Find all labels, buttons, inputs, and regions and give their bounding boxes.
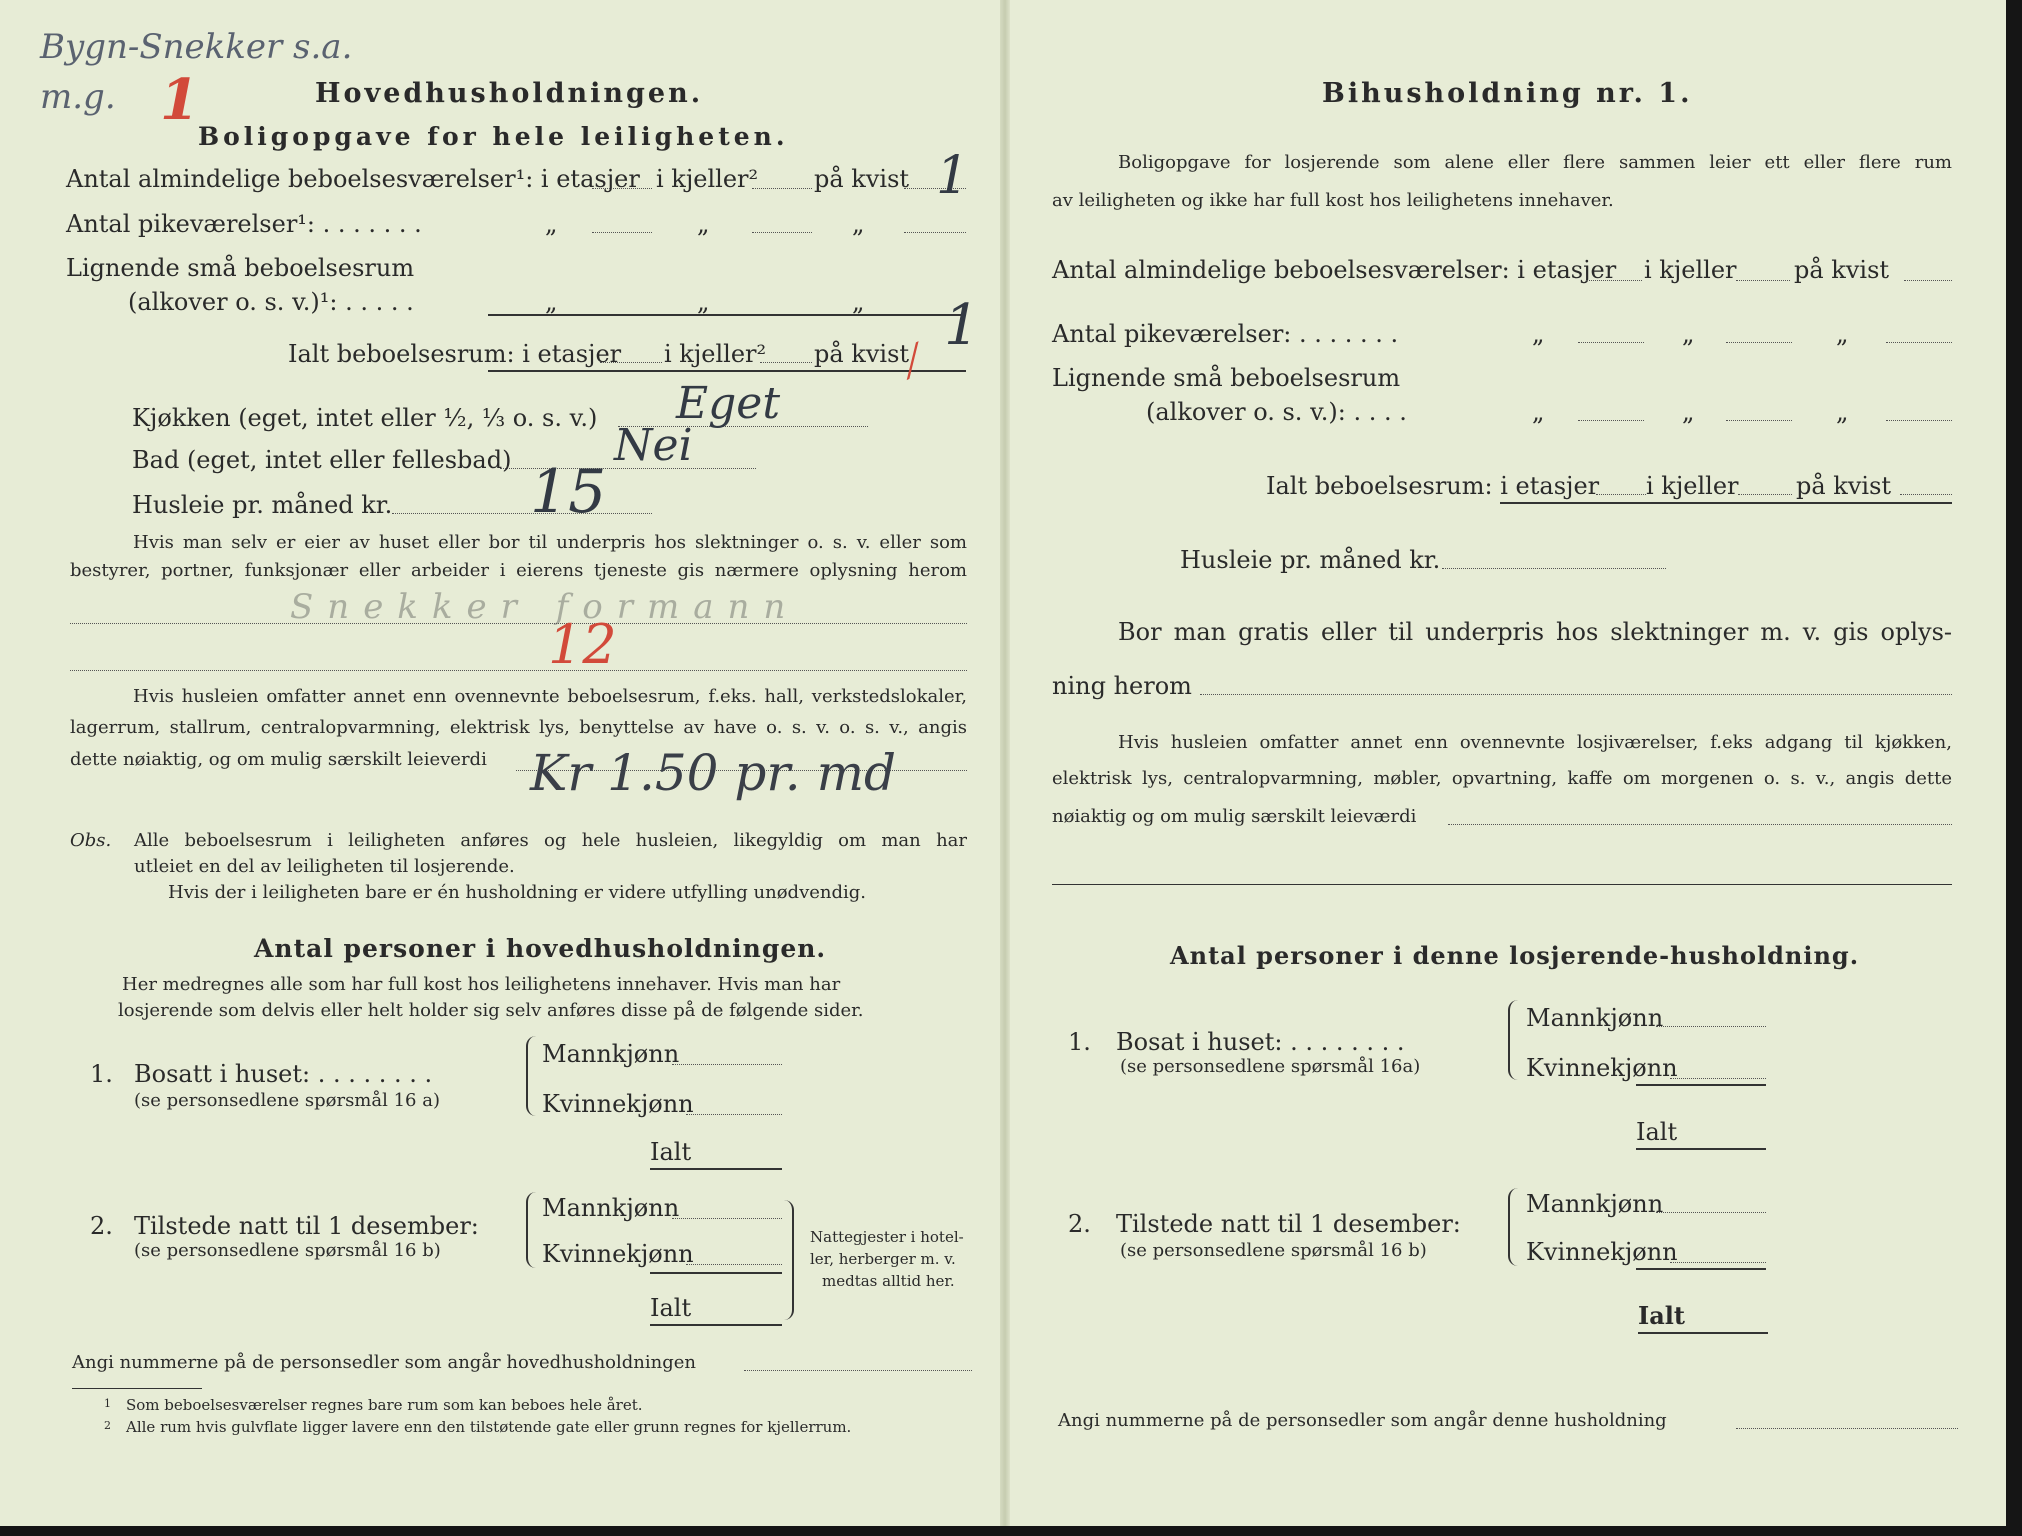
scan-edge-right bbox=[2006, 0, 2022, 1536]
right-q2-ref: (se personsedlene spørsmål 16 b) bbox=[1120, 1240, 1427, 1261]
left-person-numbers-line bbox=[744, 1370, 972, 1371]
right-rent-line bbox=[1442, 568, 1666, 569]
right-maids-quote-2: „ bbox=[1682, 320, 1695, 348]
left-footnote1: Som beboelsesværelser regnes bare rum som kan beboes hele året. bbox=[126, 1396, 643, 1414]
left-total-rooms-label: Ialt beboelsesrum: i etasjer bbox=[288, 340, 622, 368]
right-includes-line2: elektrisk lys, centralopvarmning, møbler, opvartning, kaffe om morgenen o. s. v., angis dette bbox=[1052, 768, 1952, 789]
right-person-numbers-line bbox=[1736, 1428, 1958, 1429]
left-maids-line-3 bbox=[904, 232, 966, 233]
hand-leieverdi-value: Kr 1.50 pr. md bbox=[530, 744, 896, 802]
left-q2-total-label: Ialt bbox=[650, 1294, 692, 1322]
right-q2-number: 2. bbox=[1068, 1210, 1091, 1238]
left-q2-brace bbox=[526, 1192, 538, 1268]
right-title: Bihusholdning nr. 1. bbox=[1322, 78, 1693, 109]
right-includes-rule bbox=[1052, 884, 1952, 885]
right-persons-title: Antal personer i denne losjerende-husholdning. bbox=[1170, 941, 1860, 970]
right-rooms-kjeller-line bbox=[1736, 280, 1790, 281]
left-alcoves-label: (alkover o. s. v.)¹: . . . . . bbox=[128, 288, 414, 316]
left-footnote1-mark: 1 bbox=[104, 1397, 111, 1410]
left-q1-male-label: Mannkjønn bbox=[542, 1040, 680, 1068]
right-total-rule bbox=[1500, 502, 1952, 504]
left-maids-rooms-label: Antal pikeværelser¹: . . . . . . . bbox=[66, 210, 422, 238]
left-obs-line3: Hvis der i leiligheten bare er én husholdning er videre utfylling unødvendig. bbox=[168, 882, 867, 903]
left-includes-line2: lagerrum, stallrum, centralopvarmning, elektrisk lys, benyttelse av have o. s. v. o. s. v., angis bbox=[70, 717, 967, 738]
right-maids-rooms-label: Antal pikeværelser: . . . . . . . bbox=[1052, 320, 1399, 348]
right-rent-label: Husleie pr. måned kr. bbox=[1180, 546, 1441, 574]
left-q1-total-label: Ialt bbox=[650, 1138, 692, 1166]
left-owner-line-2 bbox=[70, 670, 967, 671]
hand-owner-red-number: 12 bbox=[548, 613, 617, 676]
left-maids-quote-2: „ bbox=[697, 210, 710, 238]
right-maids-line-3 bbox=[1886, 342, 1952, 343]
left-footnote2: Alle rum hvis gulvflate ligger lavere enn den tilstøtende gate eller grunn regnes for kjellerrum. bbox=[126, 1418, 852, 1436]
right-q2-total-rule bbox=[1638, 1332, 1768, 1334]
hand-corner-red-number: 1 bbox=[160, 67, 199, 133]
right-q1-label: Bosat i huset: . . . . . . . . bbox=[1116, 1028, 1405, 1056]
left-rooms-kjeller-line bbox=[752, 188, 812, 189]
right-q2-male-label: Mannkjønn bbox=[1526, 1190, 1664, 1218]
left-q2-number: 2. bbox=[90, 1212, 113, 1240]
right-maids-line-2 bbox=[1726, 342, 1792, 343]
right-q1-male-label: Mannkjønn bbox=[1526, 1004, 1664, 1032]
right-total-kvist-line bbox=[1900, 494, 1952, 495]
right-includes-line1: Hvis husleien omfatter annet enn ovennevnte losjiværelser, f.eks adgang til kjøkken, bbox=[1118, 732, 1952, 753]
right-small-rooms-label: Lignende små beboelsesrum bbox=[1052, 364, 1401, 392]
left-q2-male-line bbox=[672, 1218, 782, 1219]
left-alcoves-quote-1: „ bbox=[545, 288, 558, 316]
right-free-line2: ning herom bbox=[1052, 672, 1192, 700]
left-total-kjeller-label: i kjeller² bbox=[664, 340, 767, 368]
right-alcoves-quote-3: „ bbox=[1836, 398, 1849, 426]
left-title: Hovedhusholdningen. bbox=[315, 78, 704, 109]
right-q1-total-label: Ialt bbox=[1636, 1118, 1678, 1146]
left-q2-label: Tilstede natt til 1 desember: bbox=[134, 1212, 479, 1240]
right-total-rooms-label: Ialt beboelsesrum: i etasjer bbox=[1266, 472, 1600, 500]
hand-total-kvist-value: 1 bbox=[944, 293, 980, 358]
left-footnote-rule bbox=[72, 1388, 202, 1389]
right-intro-line2: av leiligheten og ikke har full kost hos leilighetens innehaver. bbox=[1052, 190, 1614, 211]
right-intro-line1: Boligopgave for losjerende som alene eller flere sammen leier ett eller flere rum bbox=[1118, 152, 1952, 173]
hand-owner-faint-note: Snekker formann bbox=[290, 587, 800, 627]
left-q2-ref: (se personsedlene spørsmål 16 b) bbox=[134, 1240, 441, 1261]
left-obs-line2: utleiet en del av leiligheten til losjerende. bbox=[134, 856, 515, 877]
right-q2-label: Tilstede natt til 1 desember: bbox=[1116, 1210, 1461, 1238]
left-q2-female-line bbox=[686, 1264, 782, 1265]
left-person-numbers-label: Angi nummerne på de personsedler som angår hovedhusholdningen bbox=[72, 1352, 696, 1373]
left-owner-note-line2: bestyrer, portner, funksjonær eller arbeider i eierens tjeneste gis nærmere oplysning herom bbox=[70, 560, 967, 581]
left-owner-note-line1: Hvis man selv er eier av huset eller bor til underpris hos slektninger o. s. v. eller som bbox=[133, 532, 967, 553]
left-owner-line-1 bbox=[70, 623, 967, 624]
left-total-kvist-label: på kvist bbox=[814, 340, 910, 368]
right-includes-line3: nøiaktig og om mulig særskilt leieværdi bbox=[1052, 806, 1417, 827]
right-q1-sub-rule bbox=[1636, 1084, 1766, 1086]
right-q1-male-line bbox=[1656, 1026, 1766, 1027]
left-obs-label: Obs. bbox=[70, 830, 112, 851]
left-q1-male-line bbox=[672, 1064, 782, 1065]
left-q1-female-line bbox=[686, 1114, 782, 1115]
left-q1-label: Bosatt i huset: . . . . . . . . bbox=[134, 1060, 433, 1088]
right-maids-line-1 bbox=[1578, 342, 1644, 343]
left-rooms-row1-label: Antal almindelige beboelsesværelser¹: i etasjer bbox=[66, 165, 640, 193]
right-total-kjeller-line bbox=[1738, 494, 1792, 495]
left-persons-title: Antal personer i hovedhusholdningen. bbox=[254, 934, 827, 963]
left-kitchen-label: Kjøkken (eget, intet eller ½, ⅓ o. s. v.) bbox=[132, 404, 598, 432]
right-q1-female-line bbox=[1670, 1078, 1766, 1079]
left-subtitle: Boligopgave for hele leiligheten. bbox=[198, 122, 789, 151]
left-guests-note-line1: Nattegjester i hotel- bbox=[810, 1228, 964, 1246]
right-free-line bbox=[1200, 694, 1952, 695]
right-total-kvist-label: på kvist bbox=[1796, 472, 1892, 500]
left-total-rule bbox=[488, 370, 966, 372]
left-total-kjeller-line bbox=[760, 362, 812, 363]
hand-red-check-mark: ⁄ bbox=[900, 339, 927, 385]
right-q2-female-line bbox=[1670, 1262, 1766, 1263]
right-q1-female-label: Kvinnekjønn bbox=[1526, 1054, 1678, 1082]
left-persons-note-line1: Her medregnes alle som har full kost hos leilighetens innehaver. Hvis man har bbox=[122, 974, 841, 995]
right-total-etasjer-line bbox=[1596, 494, 1646, 495]
left-q2-guests-brace bbox=[780, 1200, 794, 1320]
hand-bath-value: Nei bbox=[614, 420, 693, 471]
right-q1-ref: (se personsedlene spørsmål 16a) bbox=[1120, 1056, 1421, 1077]
scan-edge-bottom bbox=[0, 1526, 2022, 1536]
right-rooms-kvist-line bbox=[1904, 280, 1952, 281]
left-rooms-kvist-label: på kvist bbox=[814, 165, 910, 193]
left-footnote2-mark: 2 bbox=[104, 1419, 111, 1432]
left-includes-line1: Hvis husleien omfatter annet enn ovennevnte beboelsesrum, f.eks. hall, verkstedslokaler, bbox=[133, 686, 967, 707]
right-q2-sub-rule bbox=[1636, 1268, 1766, 1270]
right-q2-brace bbox=[1508, 1188, 1520, 1266]
left-q2-total-rule bbox=[650, 1324, 782, 1326]
right-alcoves-label: (alkover o. s. v.): . . . . bbox=[1146, 398, 1407, 426]
right-rooms-row1-label: Antal almindelige beboelsesværelser: i etasjer bbox=[1052, 256, 1617, 284]
right-alcoves-line-2 bbox=[1726, 420, 1792, 421]
left-q2-sub-rule bbox=[650, 1272, 782, 1274]
hand-corner-occupation: Bygn-Snekker s.a. bbox=[40, 27, 353, 67]
left-obs-line1: Alle beboelsesrum i leiligheten anføres og hele husleien, likegyldig om man har bbox=[134, 830, 967, 851]
left-alcoves-quote-2: „ bbox=[697, 288, 710, 316]
right-alcoves-quote-2: „ bbox=[1682, 398, 1695, 426]
right-leieverdi-line bbox=[1448, 824, 1952, 825]
right-q2-female-label: Kvinnekjønn bbox=[1526, 1238, 1678, 1266]
left-alcoves-quote-3: „ bbox=[852, 288, 865, 316]
left-rent-label: Husleie pr. måned kr. bbox=[132, 491, 393, 519]
hand-kitchen-value: Eget bbox=[676, 378, 781, 429]
hand-kvist-value: 1 bbox=[936, 146, 970, 206]
left-q1-brace bbox=[526, 1036, 538, 1116]
left-q2-female-label: Kvinnekjønn bbox=[542, 1240, 694, 1268]
right-alcoves-line-3 bbox=[1886, 420, 1952, 421]
left-guests-note-line3: medtas alltid her. bbox=[822, 1272, 955, 1290]
right-q1-number: 1. bbox=[1068, 1028, 1091, 1056]
hand-rent-value: 15 bbox=[530, 457, 607, 527]
right-q1-total-rule bbox=[1636, 1148, 1766, 1150]
left-q1-female-label: Kvinnekjønn bbox=[542, 1090, 694, 1118]
left-maids-line-2 bbox=[752, 232, 812, 233]
left-q1-number: 1. bbox=[90, 1060, 113, 1088]
left-q1-total-rule bbox=[650, 1168, 782, 1170]
left-q2-male-label: Mannkjønn bbox=[542, 1194, 680, 1222]
right-rooms-etasjer-line bbox=[1586, 280, 1642, 281]
left-maids-line-1 bbox=[592, 232, 652, 233]
right-alcoves-line-1 bbox=[1578, 420, 1644, 421]
right-q1-brace bbox=[1508, 1000, 1520, 1080]
right-q2-total-label: Ialt bbox=[1638, 1301, 1685, 1330]
left-rooms-etasjer-line bbox=[592, 188, 652, 189]
right-total-kjeller-label: i kjeller bbox=[1646, 472, 1739, 500]
page-fold bbox=[1000, 0, 1010, 1536]
right-q2-male-line bbox=[1656, 1212, 1766, 1213]
right-maids-quote-1: „ bbox=[1532, 320, 1545, 348]
left-total-etasjer-line bbox=[600, 362, 662, 363]
left-rent-line bbox=[392, 513, 652, 514]
left-bath-label: Bad (eget, intet eller fellesbad) bbox=[132, 446, 512, 474]
right-rooms-kjeller-label: i kjeller bbox=[1644, 256, 1737, 284]
right-person-numbers-label: Angi nummerne på de personsedler som angår denne husholdning bbox=[1058, 1410, 1667, 1431]
left-persons-note-line2: losjerende som delvis eller helt holder sig selv anføres disse på de følgende sider. bbox=[118, 1000, 864, 1021]
right-free-line1: Bor man gratis eller til underpris hos slektninger m. v. gis oplys- bbox=[1118, 618, 1952, 646]
left-maids-quote-1: „ bbox=[545, 210, 558, 238]
right-rooms-kvist-label: på kvist bbox=[1794, 256, 1890, 284]
left-rooms-kjeller-label: i kjeller² bbox=[656, 165, 759, 193]
left-includes-line3: dette nøiaktig, og om mulig særskilt leieverdi bbox=[70, 749, 487, 770]
left-alcoves-sum-rule bbox=[488, 314, 966, 316]
left-q1-ref: (se personsedlene spørsmål 16 a) bbox=[134, 1090, 440, 1111]
right-maids-quote-3: „ bbox=[1836, 320, 1849, 348]
hand-corner-mg: m.g. bbox=[40, 77, 116, 117]
right-alcoves-quote-1: „ bbox=[1532, 398, 1545, 426]
left-guests-note-line2: ler, herberger m. v. bbox=[810, 1250, 956, 1268]
left-maids-quote-3: „ bbox=[852, 210, 865, 238]
left-small-rooms-label: Lignende små beboelsesrum bbox=[66, 254, 415, 282]
